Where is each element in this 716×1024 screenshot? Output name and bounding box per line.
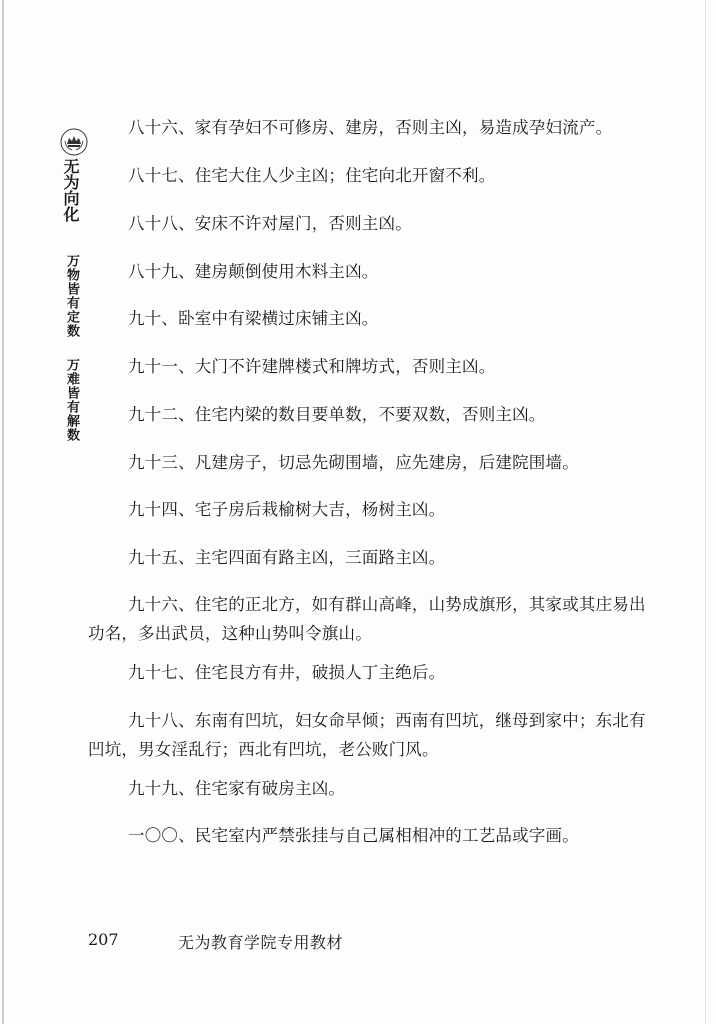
- paragraph-99: 九十九、住宅家有破房主凶。: [128, 779, 346, 798]
- footer-text: 无为教育学院专用教材: [178, 933, 344, 952]
- motto-vertical-1: 万物皆有定数: [64, 254, 79, 338]
- paragraph-86: 八十六、家有孕妇不可修房、建房，否则主凶，易造成孕妇流产。: [128, 118, 613, 137]
- paragraph-100: 一〇〇、民宅室内严禁张挂与自己属相相冲的工艺品或字画。: [128, 826, 579, 845]
- page-left-edge: [2, 0, 4, 1024]
- paragraph-92: 九十二、住宅内梁的数目要单数，不要双数，否则主凶。: [128, 405, 546, 424]
- page-right-edge: [705, 0, 706, 1024]
- page-number: 207: [88, 930, 119, 949]
- paragraph-98: 九十八、东南有凹坑，妇女命早倾；西南有凹坑，继母到家中；东北有凹坑，男女淫乱行；西北有凹坑，老公败门风。: [88, 711, 646, 759]
- paragraph-93: 九十三、凡建房子，切忌先砌围墙，应先建房，后建院围墙。: [128, 453, 579, 472]
- paragraph-95: 九十五、主宅四面有路主凶，三面路主凶。: [128, 548, 446, 567]
- paragraph-96: 九十六、住宅的正北方，如有群山高峰，山势成旗形，其家或其庄易出功名，多出武员，这种山势叫令旗山。: [88, 595, 646, 643]
- brand-vertical-title: 无为向化: [61, 158, 80, 222]
- paragraph-90: 九十、卧室中有梁横过床铺主凶。: [128, 309, 379, 328]
- paragraph-94: 九十四、宅子房后栽榆树大吉，杨树主凶。: [128, 500, 446, 519]
- paragraph-97: 九十七、住宅艮方有井，破损人丁主绝后。: [128, 663, 446, 682]
- paragraph-87: 八十七、住宅大住人少主凶；住宅向北开窗不利。: [128, 166, 496, 185]
- paragraph-89: 八十九、建房颠倒使用木料主凶。: [128, 262, 379, 281]
- paragraph-88: 八十八、安床不许对屋门，否则主凶。: [128, 214, 412, 233]
- paragraph-91: 九十一、大门不许建牌楼式和牌坊式，否则主凶。: [128, 357, 496, 376]
- crown-laurel-emblem-icon: [60, 128, 88, 156]
- motto-vertical-2: 万难皆有解数: [64, 358, 79, 442]
